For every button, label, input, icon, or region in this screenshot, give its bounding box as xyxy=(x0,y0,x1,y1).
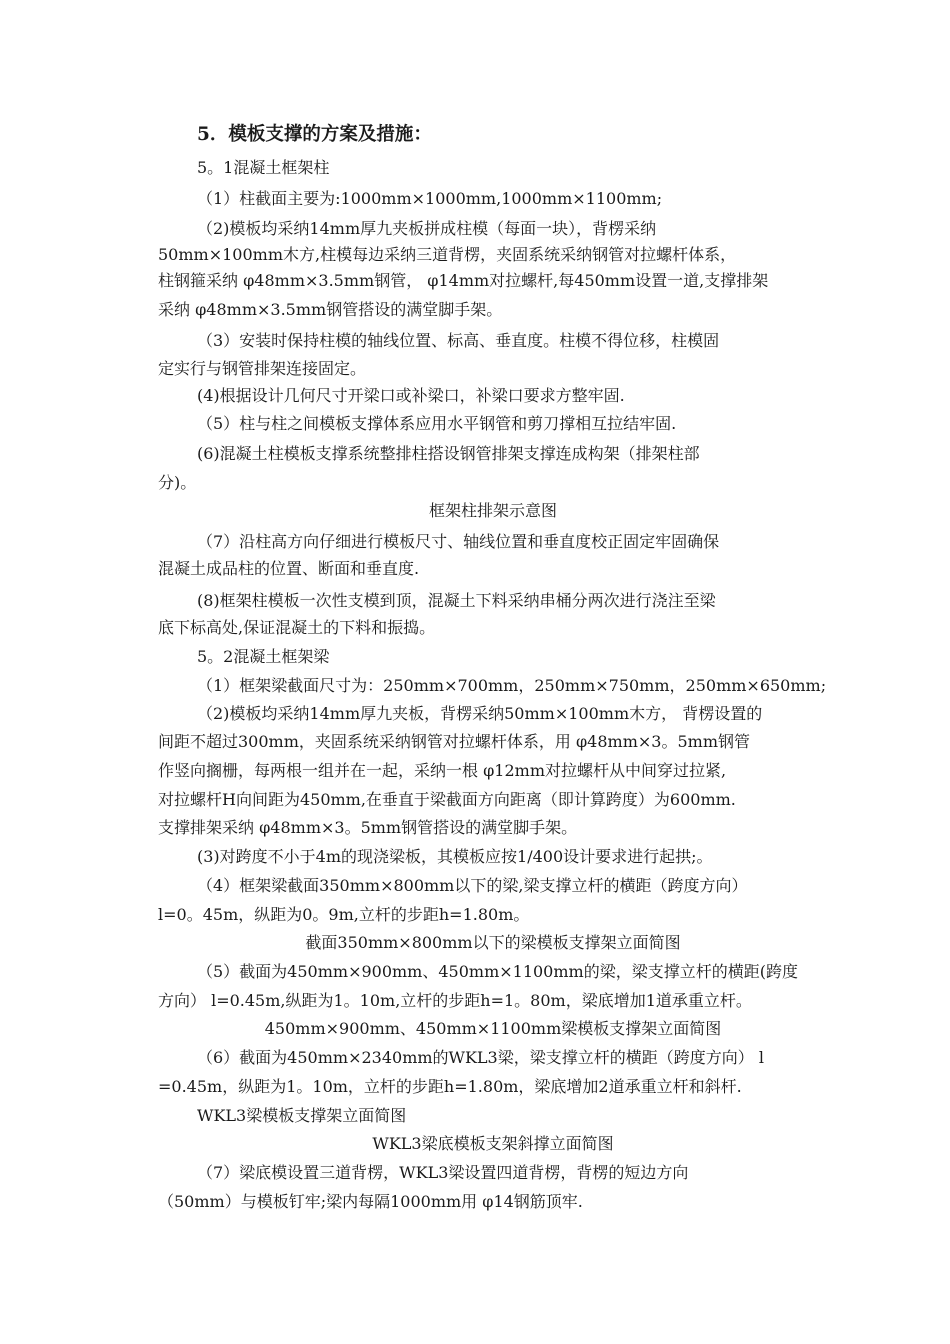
figure-caption: 截面350mm×800mm以下的梁模板支撑架立面简图 xyxy=(305,933,681,952)
paragraph-line: 采纳 φ48mm×3.5mm钢管搭设的满堂脚手架。 xyxy=(158,300,503,319)
paragraph-line: l=0。45m，纵距为0。9m,立杆的步距h=1.80m。 xyxy=(158,905,530,924)
paragraph-line: （2)模板均采纳14mm厚九夹板，背楞采纳50mm×100mm木方， 背楞设置的 xyxy=(197,704,763,723)
paragraph-line: (8)框架柱模板一次性支模到顶，混凝土下料采纳串桶分两次进行浇注至梁 xyxy=(197,591,716,610)
figure-caption: 框架柱排架示意图 xyxy=(428,501,557,520)
paragraph-line: （3）安装时保持柱模的轴线位置、标高、垂直度。柱模不得位移，柱模固 xyxy=(197,331,720,350)
figure-caption: WKL3梁模板支撑架立面简图 xyxy=(197,1106,407,1125)
paragraph-line: 柱钢箍采纳 φ48mm×3.5mm钢管， φ14mm对拉螺杆,每450mm设置一道,支撑排架 xyxy=(158,271,769,290)
paragraph-line: （6）截面为450mm×2340mm的WKL3梁，梁支撑立杆的横距（跨度方向） l xyxy=(197,1048,764,1067)
section-heading: 5．模板支撑的方案及措施： xyxy=(197,124,432,145)
paragraph-line: (4)根据设计几何尺寸开梁口或补梁口，补梁口要求方整牢固. xyxy=(197,386,625,405)
paragraph-line: （2)模板均采纳14mm厚九夹板拼成柱模（每面一块），背楞采纳 xyxy=(197,219,657,238)
paragraph-line: （7）梁底模设置三道背楞，WKL3梁设置四道背楞，背楞的短边方向 xyxy=(197,1163,689,1182)
paragraph-line: （1）框架梁截面尺寸为：250mm×700mm，250mm×750mm，250mm×650mm; xyxy=(197,676,827,695)
paragraph-line: 50mm×100mm木方,柱模每边采纳三道背楞，夹固系统采纳钢管对拉螺杆体系， xyxy=(158,245,737,264)
paragraph-line: （4）框架梁截面350mm×800mm以下的梁,梁支撑立杆的横距（跨度方向） xyxy=(197,876,748,895)
paragraph-line: 间距不超过300mm，夹固系统采纳钢管对拉螺杆体系，用 φ48mm×3。5mm钢管 xyxy=(158,732,750,751)
paragraph-line: （1）柱截面主要为:1000mm×1000mm,1000mm×1100mm; xyxy=(197,189,663,208)
paragraph-line: （5）柱与柱之间模板支撑体系应用水平钢管和剪刀撑相互拉结牢固. xyxy=(197,414,677,433)
paragraph-line: 定实行与钢管排架连接固定。 xyxy=(158,359,367,378)
subsection-title: 5。2混凝土框架梁 xyxy=(197,647,330,666)
figure-caption: WKL3梁底模板支架斜撑立面简图 xyxy=(372,1134,614,1153)
paragraph-line: 作竖向搁栅，每两根一组并在一起，采纳一根 φ12mm对拉螺杆从中间穿过拉紧, xyxy=(158,761,727,780)
paragraph-line: （5）截面为450mm×900mm、450mm×1100mm的梁，梁支撑立杆的横距(跨度 xyxy=(197,962,798,981)
paragraph-line: 方向） l=0.45m,纵距为1。10m,立杆的步距h=1。80m，梁底增加1道承重立杆。 xyxy=(158,991,752,1010)
paragraph-line: (3)对跨度不小于4m的现浇梁板，其模板应按1/400设计要求进行起拱;。 xyxy=(197,847,713,866)
paragraph-line: （7）沿柱高方向仔细进行模板尺寸、轴线位置和垂直度校正固定牢固确保 xyxy=(197,532,720,551)
paragraph-line: 底下标高处,保证混凝土的下料和振捣。 xyxy=(158,618,436,637)
paragraph-line: =0.45m，纵距为1。10m，立杆的步距h=1.80m，梁底增加2道承重立杆和斜杆. xyxy=(158,1077,742,1096)
figure-caption: 450mm×900mm、450mm×1100mm梁模板支撑架立面简图 xyxy=(264,1019,722,1038)
paragraph-line: 混凝土成品柱的位置、断面和垂直度. xyxy=(158,559,420,578)
subsection-title: 5。1混凝土框架柱 xyxy=(197,158,330,177)
paragraph-line: 分)。 xyxy=(158,473,197,492)
paragraph-line: （50mm）与模板钉牢;梁内每隔1000mm用 φ14钢筋顶牢. xyxy=(158,1192,583,1211)
paragraph-line: 对拉螺杆H向间距为450mm,在垂直于梁截面方向距离（即计算跨度）为600mm. xyxy=(158,790,736,809)
paragraph-line: 支撑排架采纳 φ48mm×3。5mm钢管搭设的满堂脚手架。 xyxy=(158,818,578,837)
paragraph-line: (6)混凝土柱模板支撑系统整排柱搭设钢管排架支撑连成构架（排架柱部 xyxy=(197,444,700,463)
